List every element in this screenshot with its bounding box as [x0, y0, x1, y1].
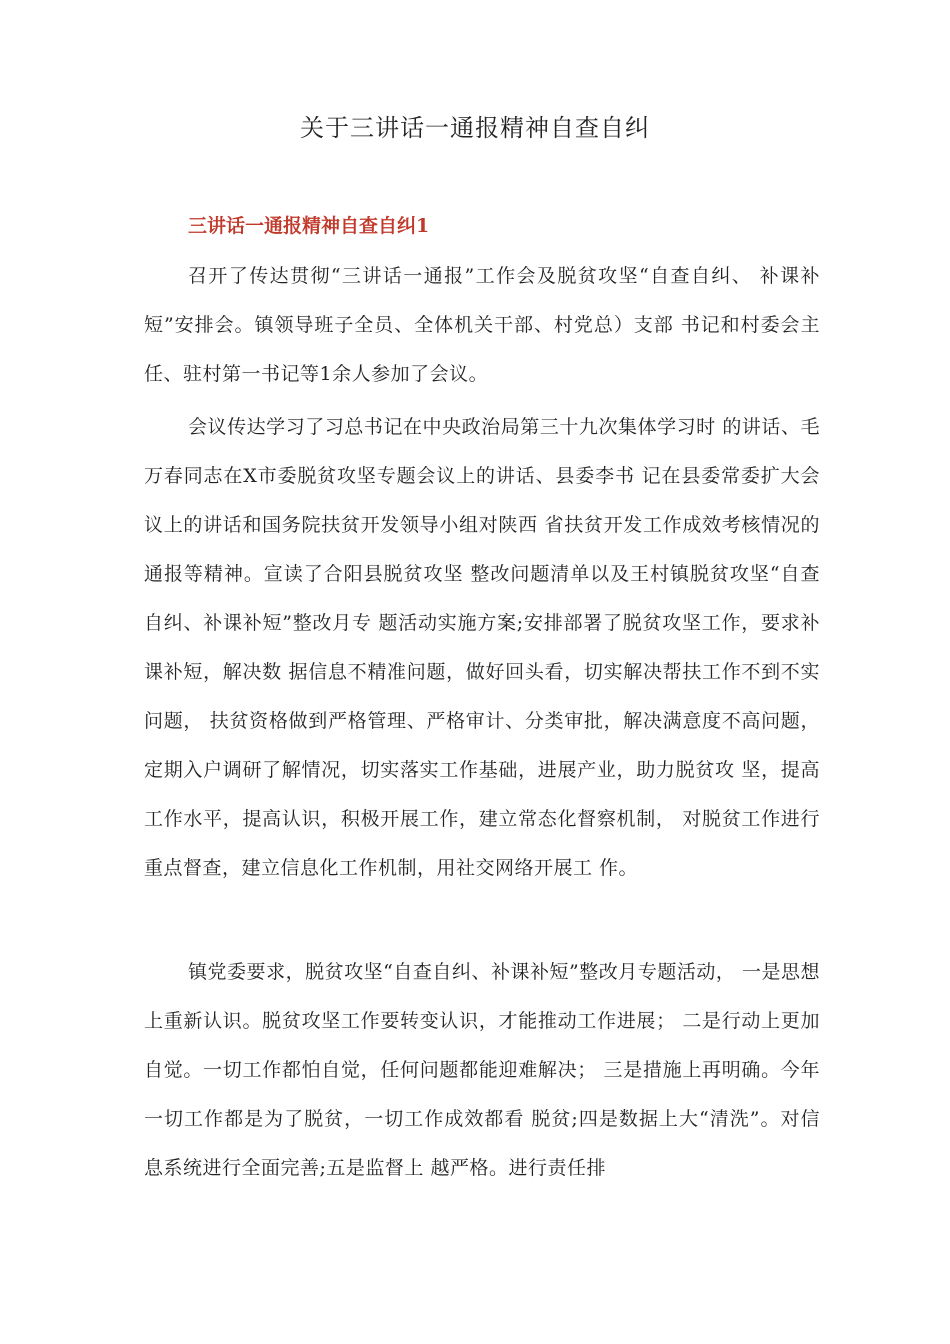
paragraph-text: 召开了传达贯彻“三讲话一通报”工作会及脱贫攻坚“自查自纠、 补课补短”安排会。镇领导班子全员、全体机关干部、村党总）支部 书记和村委会主任、驻村第一书记等1余人参加了会议。 [144, 265, 820, 385]
section-heading: 三讲话一通报精神自查自纠1 [188, 215, 430, 237]
paragraph-meeting-content [144, 403, 820, 893]
paragraph-text: 会议传达学习了习总书记在中央政治局第三十九次集体学习时 的讲话、毛万春同志在X市委脱贫攻坚专题会议上的讲话、县委李书 记在县委常委扩大会议上的讲话和国务院扶贫开发领导小组对陕西 省扶贫开发工作成效考核情况的通报等精神。宣读了合阳县脱贫攻坚 整改问题清单以及王村镇脱贫攻坚“自查自纠、补课补短”整改月专 题活动实施方案;安排部署了脱贫攻坚工作，要求补课补短，解决数 据信息不精准问题，做好回头看，切实解决帮扶工作不到不实问题， 扶贫资格做到严格管理、严格审计、分类审批，解决满意度不高问题， 定期入户调研了解情况，切实落实工作基础，进展产业，助力脱贫攻 坚，提高工作水平，提高认识，积极开展工作，建立常态化督察机制， 对脱贫工作进行重点督查，建立信息化工作机制，用社交网络开展工 作。 [144, 416, 820, 879]
paragraph-party-requirements [144, 948, 820, 1193]
document-title: 关于三讲话一通报精神自查自纠 [300, 114, 650, 142]
paragraph-meeting-notice [144, 252, 820, 399]
paragraph-text: 镇党委要求，脱贫攻坚“自查自纠、补课补短”整改月专题活动， 一是思想上重新认识。脱贫攻坚工作要转变认识，才能推动工作进展； 二是行动上更加自觉。一切工作都怕自觉，任何问题都能迎难解决； 三是措施上再明确。今年一切工作都是为了脱贫，一切工作成效都看 脱贫;四是数据上大“清洗”。对信息系统进行全面完善;五是监督上 越严格。进行责任排 [144, 961, 820, 1179]
